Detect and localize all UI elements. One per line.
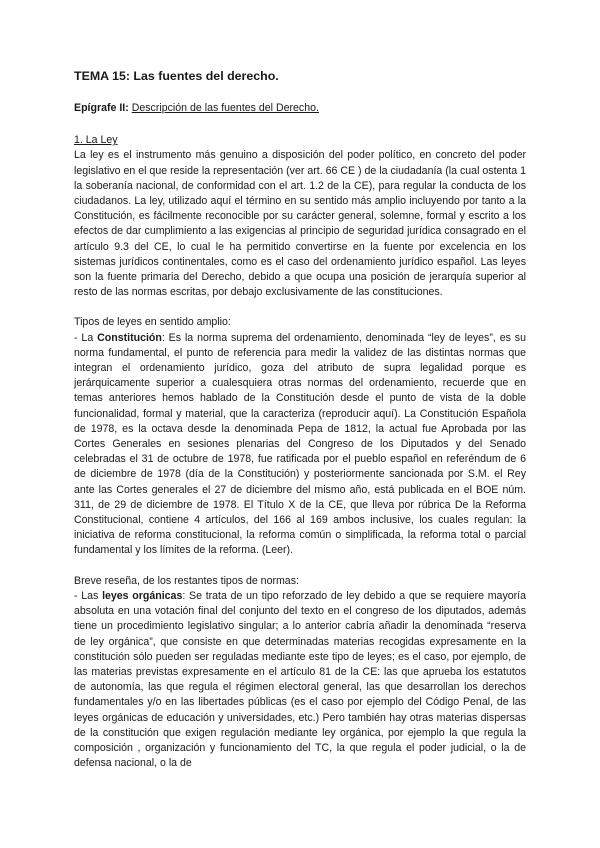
resena-intro: Breve reseña, de los restantes tipos de normas: — [74, 574, 299, 587]
organicas-term: leyes orgánicas — [102, 589, 183, 602]
document-page — [74, 68, 526, 771]
organicas-text: : Se trata de un tipo reforzado de ley debido a que se requiere mayoría absoluta en una votación final del conjunto del texto en el congreso de los diputados, además tiene un procedimiento legislativo singular; a lo anterior cabría añadir la denominada “reserva de ley orgánica”, que consiste en que determinadas materias recogidas expresamente en la constitución sólo pueden ser reguladas mediante este tipo de leyes; es el caso, por ejemplo, de las materias previstas expresamente en el artículo 81 de la CE: las que aprueba los estatutos de autonomía, las que regula el régimen electoral general, las que desarrollan los derechos fundamentales y/o en las libertades públicas (es el caso por ejemplo del Código Penal, de las leyes orgánicas de educación y universidades, etc.) Pero también hay otras materias dispersas de la constitución que exigen regulación mediante ley orgánica, por ejemplo la que regula la composición , organización y funcionamiento del TC, la que regula el poder judicial, o la de defensa nacional, o la de — [74, 589, 526, 770]
organicas-prefix: - Las — [74, 589, 103, 602]
section-ley — [74, 133, 526, 300]
constitucion-text: : Es la norma suprema del ordenamiento, denominada “ley de leyes”, es su norma fundamental, el punto de referencia para medir la validez de las distintas normas que integran el ordenamiento jurídico, goza del atributo de supra legalidad porque es jerárquicamente superior a cualesquiera otras normas del ordenamiento, recuerde que en temas anteriores hemos hablado de la Constitución desde el punto de vista de la doble funcionalidad, formal y material, que la caracteriza (reproducir aquí). La Constitución Española de 1978, es la octava desde la denominada Pepa de 1812, la actual fue Aprobada por las Cortes Generales en sesiones plenarias del Congreso de los Diputados y del Senado celebradas el 31 de octubre de 1978, fue ratificada por el pueblo español en referéndum de 6 de diciembre de 1978 (día de la Constitución) y posteriormente sancionada por S.M. el Rey ante las Cortes generales el 27 de diciembre del mismo año, está publicada en el BOE núm. 311, de 29 de diciembre de 1978. El Título X de la CE, que lleva por rúbrica De la Reforma Constitucional, contiene 4 artículos, del 166 al 169 ambos inclusive, los cuales regulan: la iniciativa de reforma constitucional, la reforma común o simplificada, la reforma total o parcial fundamental y los límites de la reforma. (Leer). — [74, 331, 526, 557]
section-paragraph: La ley es el instrumento más genuino a disposición del poder político, en concreto del poder legislativo en el que reside la representación (ver art. 66 CE ) de la ciudadanía (la cual ostenta 1 la soberanía nacional, de conformidad con el art. 1.2 de la CE), para regular la conducta de los ciudadanos. La ley, utilizado aquí el término en su sentido más amplio incluyendo por tanto a la Constitución, es fácilmente reconocible por su carácter general, solemne, formal y escrito a los efectos de dar cumplimiento a las exigencias al principio de seguridad jurídica consagrado en el artículo 9.3 del CE, lo cual le ha permitido convertirse en la fuente por excelencia en los sistemas jurídicos continentales, como es el caso del ordenamiento jurídico español. Las leyes son la fuente primaria del Derecho, debido a que ocupa una posición de jerarquía superior al resto de las normas escritas, por debajo exclusivamente de las constituciones. — [74, 149, 526, 299]
constitucion-paragraph — [74, 331, 526, 559]
epigrafe-line — [74, 101, 526, 116]
organicas-paragraph — [74, 589, 526, 771]
epigrafe-text: Descripción de las fuentes del Derecho. — [131, 102, 319, 114]
constitucion-prefix: - La — [74, 331, 98, 344]
constitucion-term: Constitución — [97, 331, 162, 344]
document-title: TEMA 15: Las fuentes del derecho. — [74, 69, 279, 83]
section-resena — [74, 574, 526, 772]
section-heading: 1. La Ley — [74, 134, 118, 147]
tipos-intro: Tipos de leyes en sentido amplio: — [74, 316, 231, 329]
epigrafe-label: Epígrafe II: — [74, 102, 129, 114]
section-tipos — [74, 315, 526, 558]
